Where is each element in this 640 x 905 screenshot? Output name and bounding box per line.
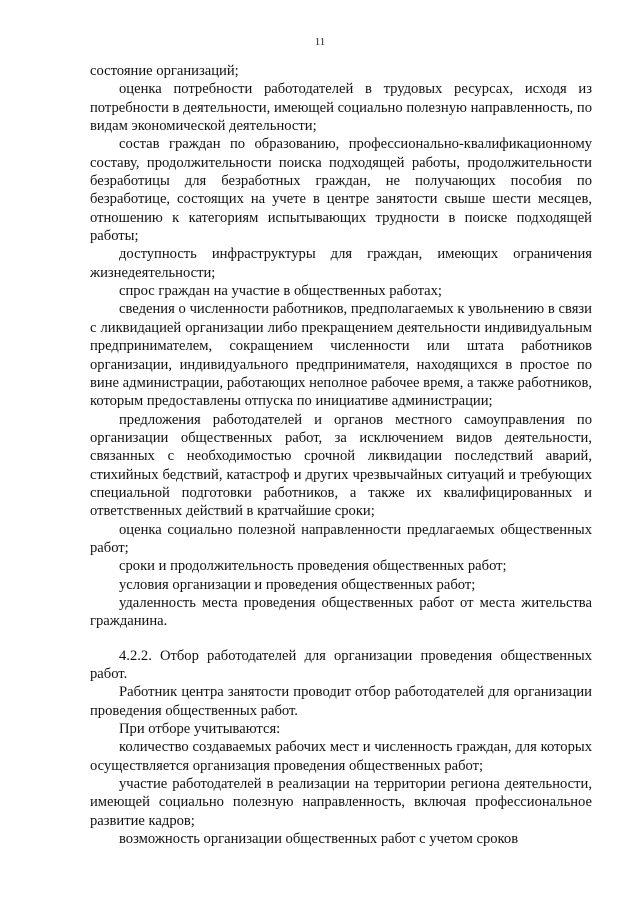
page-number: 11 [314, 36, 326, 48]
paragraph: возможность организации общественных работ с учетом сроков [119, 831, 519, 848]
document-body [90, 62, 592, 848]
paragraph: оценка социально полезной направленности предлагаемых общественных работ; [90, 521, 592, 556]
paragraph: условия организации и проведения общественных работ; [119, 576, 476, 593]
paragraph: удаленность места проведения общественных работ от места жительства гражданина. [90, 594, 592, 630]
paragraph: состав граждан по образованию, профессионально-квалификационному составу, продолжительности поиска подходящей работы, продолжительности безработицы для безработных граждан, не получающих пособия по безработице, состоящих на учете в центре занятости свыше шести месяцев, отношению к категориям испытывающих трудности в поиске подходящей работы; [90, 136, 592, 245]
paragraph: предложения работодателей и органов местного самоуправления по организации общественных работ, за исключением видов деятельности, связанных с необходимостью срочной ликвидации последствий аварий, стихийных бедствий, катастроф и других чрезвычайных ситуаций и требующих специальной подготовки работников, а также их квалифицированных и ответственных действий в кратчайшие сроки; [90, 411, 592, 520]
paragraph: доступность инфраструктуры для граждан, имеющих ограничения жизнедеятельности; [90, 246, 592, 281]
paragraph: спрос граждан на участие в общественных работах; [119, 283, 442, 300]
section-heading: 4.2.2. Отбор работодателей для организации проведения общественных работ. [90, 647, 592, 682]
paragraph: Работник центра занятости проводит отбор работодателей для организации проведения общественных работ. [90, 684, 592, 719]
paragraph: сведения о численности работников, предполагаемых к увольнению в связи с ликвидацией организации либо прекращением деятельности индивидуальным предпринимателем, сокращением численности или штата работников организации, индивидуального предпринимателя, находящихся в простое по вине администрации, работающих неполное рабочее время, а также работников, которым предоставлены отпуска по инициативе администрации; [90, 301, 592, 410]
paragraph: количество создаваемых рабочих мест и численность граждан, для которых осуществляется организация проведения общественных работ; [90, 739, 592, 774]
paragraph: При отборе учитываются: [119, 721, 281, 738]
paragraph: сроки и продолжительность проведения общественных работ; [119, 558, 507, 575]
paragraph: участие работодателей в реализации на территории региона деятельности, имеющей социально полезную направленность, включая профессиональное развитие кадров; [90, 776, 592, 829]
section-spacer [90, 631, 592, 647]
paragraph: оценка потребности работодателей в трудовых ресурсах, исходя из потребности в деятельности, имеющей социально полезную направленность, по видам экономической деятельности; [90, 81, 592, 135]
paragraph: состояние организаций; [90, 63, 239, 79]
